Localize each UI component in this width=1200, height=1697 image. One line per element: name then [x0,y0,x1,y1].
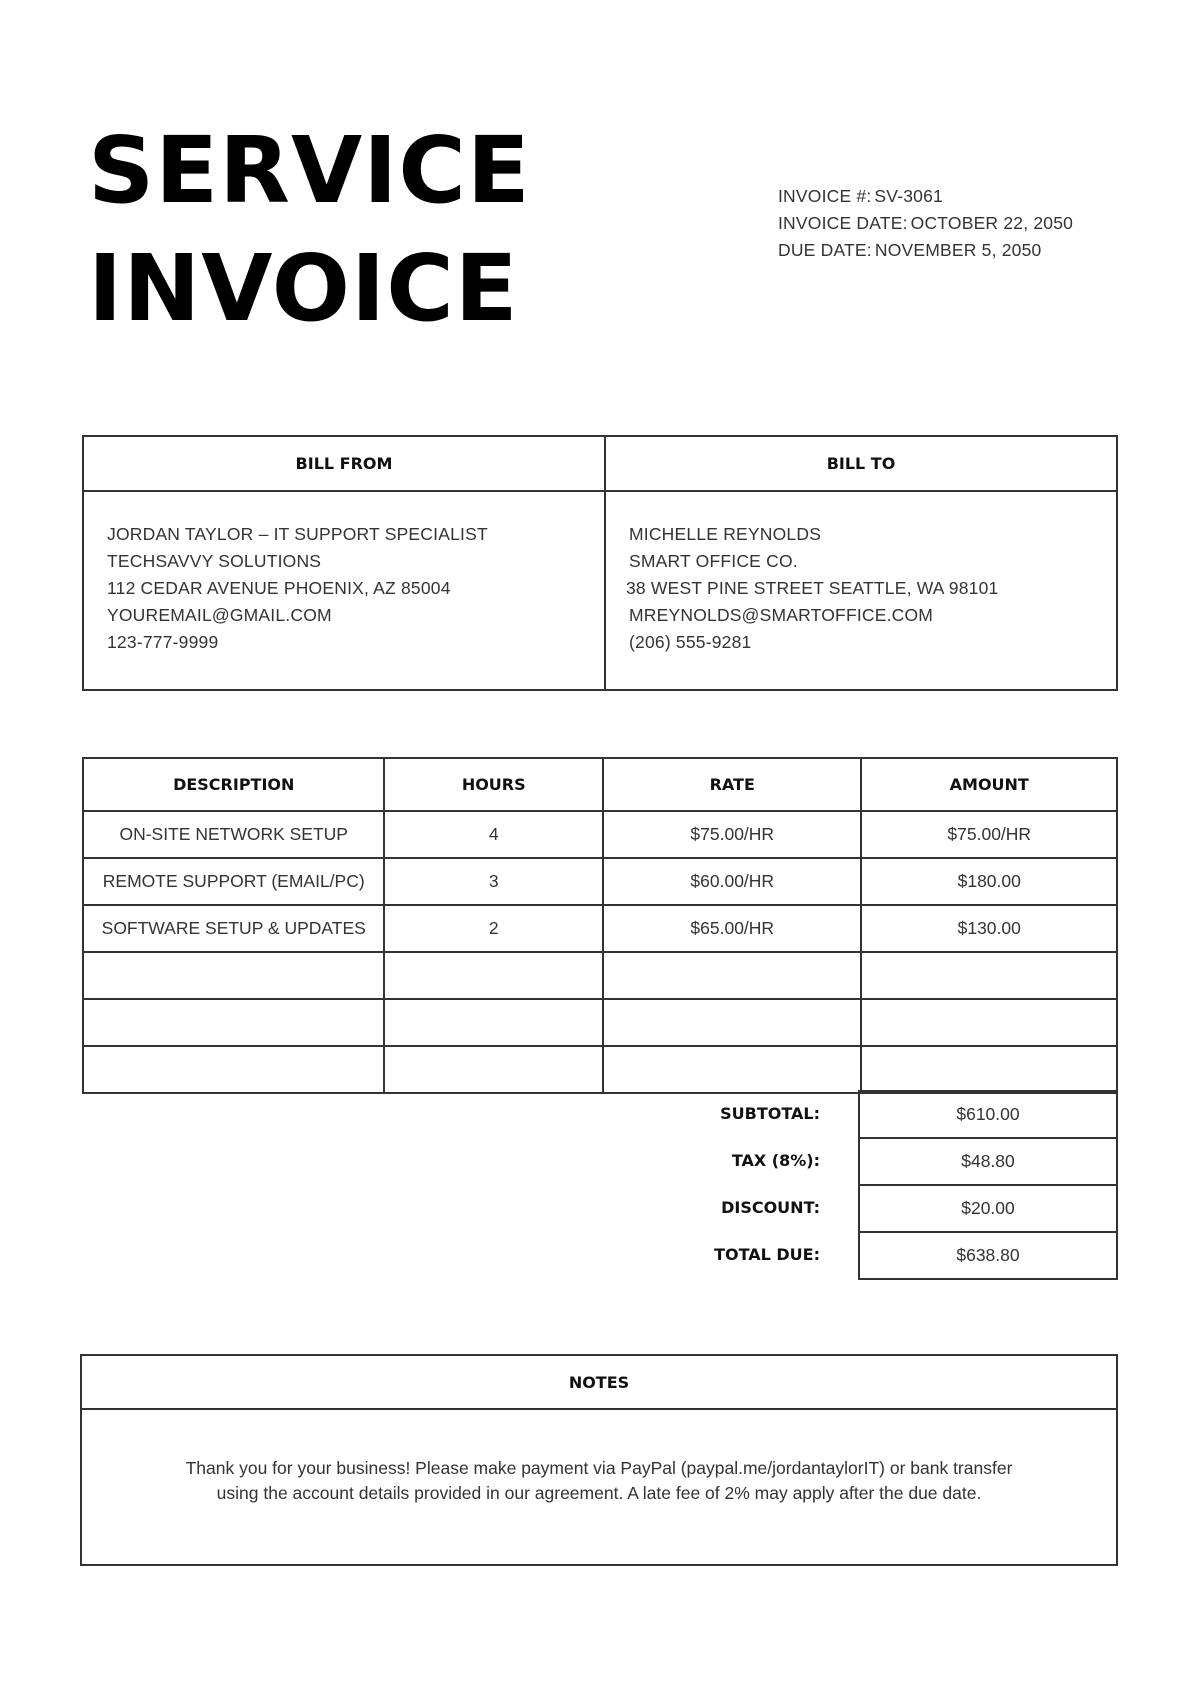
bill-from-name: JORDAN TAYLOR – IT SUPPORT SPECIALIST [107,524,488,544]
item-rate [603,1046,861,1093]
subtotal-value: $610.00 [858,1090,1118,1139]
invoice-title [88,112,531,348]
bill-from-email: YOUREMAIL@GMAIL.COM [107,605,332,625]
subtotal-label: SUBTOTAL: [720,1104,820,1123]
item-description: SOFTWARE SETUP & UPDATES [83,905,384,952]
bill-to-email: MREYNOLDS@SMARTOFFICE.COM [629,605,934,625]
items-header-row [83,758,1117,811]
bill-to-heading: BILL TO [826,454,896,473]
item-amount: $75.00/HR [861,811,1117,858]
table-row [83,858,1117,905]
item-amount [861,999,1117,1046]
item-amount [861,952,1117,999]
item-description: REMOTE SUPPORT (EMAIL/PC) [83,858,384,905]
item-amount [861,1046,1117,1093]
invoice-number-row [778,183,1073,210]
total-due-row [540,1231,1118,1278]
item-hours [384,952,603,999]
table-row [83,811,1117,858]
bill-to-name: MICHELLE REYNOLDS [629,524,822,544]
column-header-description: DESCRIPTION [83,758,384,811]
title-line-2: INVOICE [88,235,519,342]
item-hours [384,1046,603,1093]
invoice-date-row [778,210,1073,237]
bill-from-phone: 123-777-9999 [107,632,219,652]
bill-to-company: SMART OFFICE CO. [629,551,798,571]
total-due-value: $638.80 [858,1231,1118,1280]
bill-from-details [107,521,488,656]
invoice-date-label: INVOICE DATE: [778,213,908,233]
table-row-empty [83,1046,1117,1093]
totals-section [540,1090,1118,1278]
discount-row [540,1184,1118,1231]
invoice-date: OCTOBER 22, 2050 [910,213,1074,233]
due-date-row [778,237,1073,264]
subtotal-row [540,1090,1118,1137]
bill-to-phone: (206) 555-9281 [629,632,752,652]
invoice-number-label: INVOICE #: [778,186,872,206]
invoice-meta [778,183,1073,264]
item-rate: $75.00/HR [603,811,861,858]
notes-text: Thank you for your business! Please make payment via PayPal (paypal.me/jordantaylorIT) or bank transfer using the account details provided in our agreement. A late fee of 2% may apply after the due date. [185,1458,1013,1503]
table-row-empty [83,999,1117,1046]
bill-from-address: 112 CEDAR AVENUE PHOENIX, AZ 85004 [107,578,451,598]
items-table [82,757,1118,1094]
item-rate: $60.00/HR [603,858,861,905]
column-header-rate: RATE [603,758,861,811]
item-hours [384,999,603,1046]
table-row [83,905,1117,952]
title-line-1: SERVICE [88,117,531,224]
tax-label: TAX (8%): [731,1151,820,1170]
bill-from-company: TECHSAVVY SOLUTIONS [107,551,322,571]
item-description [83,952,384,999]
bill-from-heading: BILL FROM [295,454,393,473]
item-hours: 4 [384,811,603,858]
tax-value: $48.80 [858,1137,1118,1186]
item-rate [603,999,861,1046]
column-header-amount: AMOUNT [861,758,1117,811]
item-description [83,1046,384,1093]
discount-label: DISCOUNT: [721,1198,820,1217]
column-header-hours: HOURS [384,758,603,811]
item-hours: 3 [384,858,603,905]
item-description: ON-SITE NETWORK SETUP [83,811,384,858]
bill-to-address: 38 WEST PINE STREET SEATTLE, WA 98101 [626,578,999,598]
billing-section [82,435,1118,691]
item-amount: $130.00 [861,905,1117,952]
discount-value: $20.00 [858,1184,1118,1233]
notes-section [80,1354,1118,1566]
total-due-label: TOTAL DUE: [714,1245,820,1264]
item-rate [603,952,861,999]
bill-to-details [626,521,999,656]
item-hours: 2 [384,905,603,952]
notes-heading: NOTES [82,1356,1116,1410]
invoice-number: SV-3061 [874,186,943,206]
tax-row [540,1137,1118,1184]
item-amount: $180.00 [861,858,1117,905]
due-date: NOVEMBER 5, 2050 [874,240,1042,260]
item-description [83,999,384,1046]
item-rate: $65.00/HR [603,905,861,952]
due-date-label: DUE DATE: [778,240,872,260]
table-row-empty [83,952,1117,999]
